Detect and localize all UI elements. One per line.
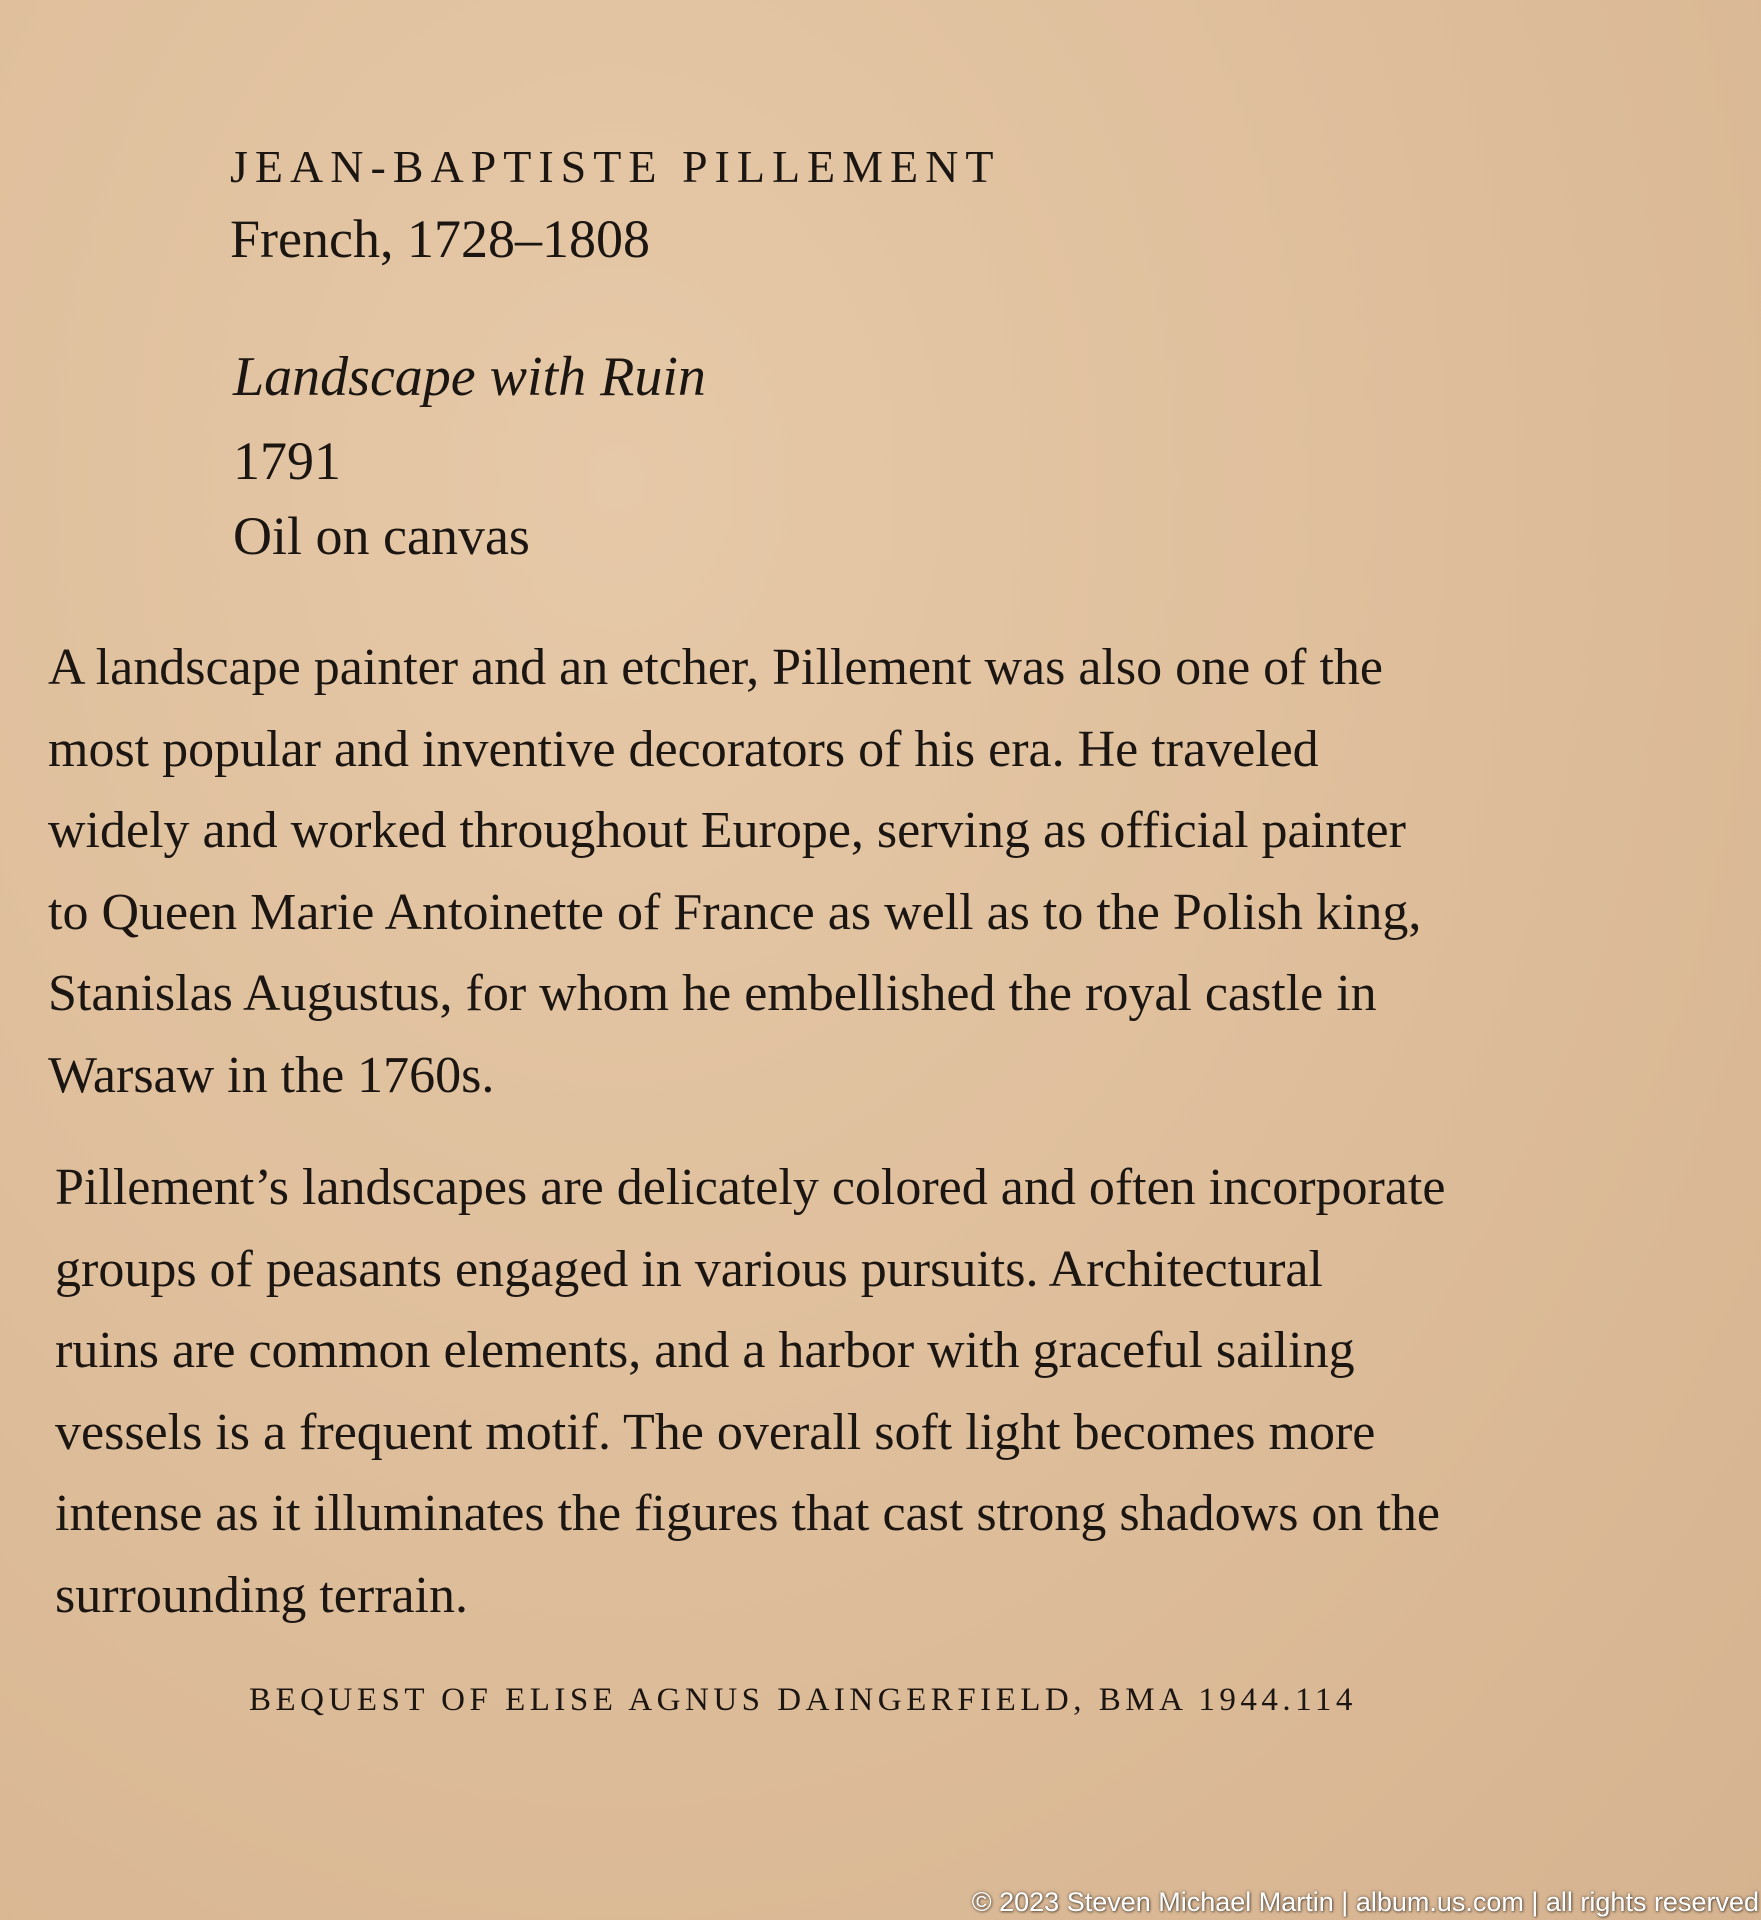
paragraph-line: groups of peasants engaged in various pursuits. Architectural — [55, 1240, 1323, 1298]
paragraph-line: intense as it illuminates the figures that cast strong shadows on the — [55, 1485, 1440, 1542]
artwork-medium: Oil on canvas — [233, 506, 530, 566]
paragraph-line: Stanislas Augustus, for whom he embellished the royal castle in — [48, 965, 1377, 1022]
paragraph-line: surrounding terrain. — [55, 1566, 469, 1624]
paragraph-line: Pillement’s landscapes are delicately colored and often incorporate — [55, 1159, 1446, 1216]
copyright-watermark: © 2023 Steven Michael Martin | album.us.com | all rights reserved — [971, 1887, 1759, 1917]
description-paragraph-2 — [55, 1147, 1445, 1636]
artist-name: JEAN-BAPTISTE PILLEMENT — [230, 141, 1001, 192]
paragraph-line: vessels is a frequent motif. The overall soft light becomes more — [55, 1403, 1376, 1461]
artwork-date: 1791 — [233, 431, 341, 491]
paragraph-line: ruins are common elements, and a harbor with graceful sailing — [55, 1322, 1355, 1379]
paragraph-line: A landscape painter and an etcher, Pillement was also one of the — [48, 639, 1384, 696]
artist-nationality-dates: French, 1728–1808 — [230, 209, 650, 269]
description-paragraph-1 — [48, 627, 1421, 1116]
paragraph-line: most popular and inventive decorators of his era. He traveled — [48, 720, 1319, 778]
credit-line: BEQUEST OF ELISE AGNUS DAINGERFIELD, BMA 1944.114 — [249, 1682, 1357, 1718]
paragraph-line: to Queen Marie Antoinette of France as well as to the Polish king, — [48, 883, 1422, 941]
paragraph-line: widely and worked throughout Europe, serving as official painter — [48, 802, 1406, 859]
paragraph-line: Warsaw in the 1760s. — [48, 1046, 495, 1104]
artwork-title: Landscape with Ruin — [233, 346, 706, 408]
